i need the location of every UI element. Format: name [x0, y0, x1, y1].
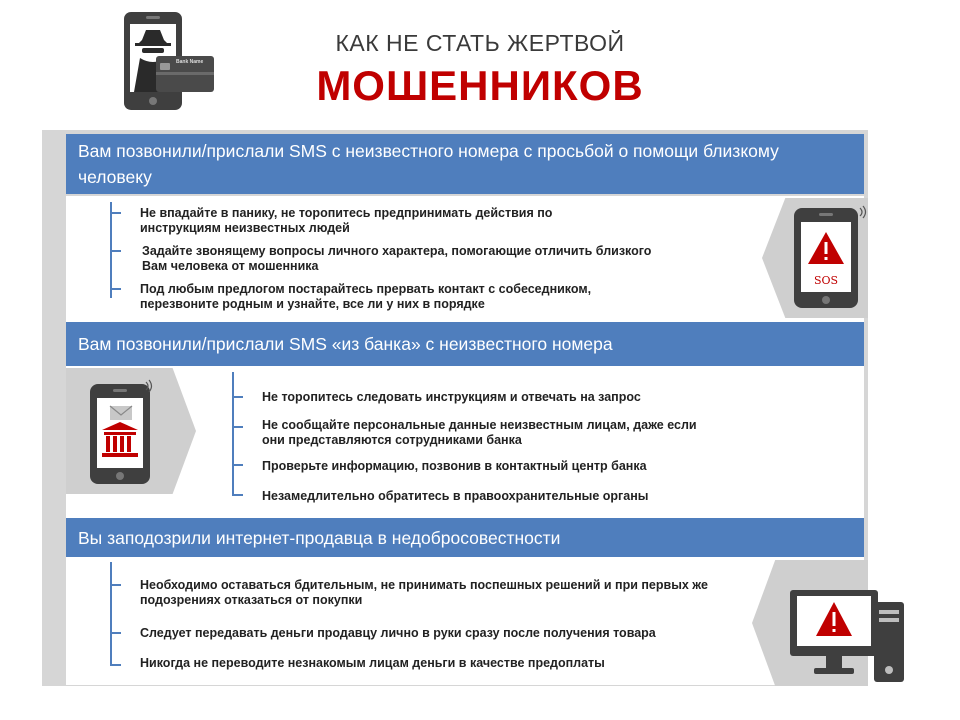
sos-phone-icon [790, 204, 870, 312]
section-1-item: Под любым предлогом постарайтесь прервать контакт с собеседником, перезвоните родным и узнайте, все ли у них в порядке [140, 282, 592, 311]
section-2-tick [234, 396, 243, 398]
section-3-item: Необходимо оставаться бдительным, не принимать поспешных решений и при первых же подозрениях отказаться от покупки [140, 578, 708, 607]
section-1-item: Задайте звонящему вопросы личного характера, помогающие отличить близкого Вам человека от мошенника [142, 244, 652, 273]
section-3-bracket [110, 562, 112, 666]
section-2-item: Проверьте информацию, позвонив в контактный центр банка [262, 459, 647, 473]
computer-warning-icon [788, 584, 908, 688]
section-1-item: Не впадайте в панику, не торопитесь предпринимать действия по инструкциям неизвестных людей [140, 206, 553, 235]
card-bank-label: Bank Name [176, 59, 204, 65]
section-2-title: Вам позвонили/прислали SMS «из банка» с неизвестного номера [78, 334, 613, 354]
section-1-tick [112, 212, 121, 214]
page-title: МОШЕННИКОВ [316, 62, 644, 109]
section-3-header [66, 518, 864, 557]
section-1-header [66, 134, 864, 194]
section-2-item: Не торопитесь следовать инструкциям и отвечать на запрос [262, 390, 641, 404]
section-3-tick [112, 664, 121, 666]
section-3-item: Никогда не переводите незнакомым лицам деньги в качестве предоплаты [140, 656, 605, 670]
section-3-tick [112, 584, 121, 586]
section-3-item: Следует передавать деньги продавцу лично в руки сразу после получения товара [140, 626, 656, 640]
hacker-phone-icon [118, 10, 218, 112]
section-2-item: Не сообщайте персональные данные неизвестным лицам, даже если они представляются сотрудниками банка [262, 418, 697, 447]
section-1-title: Вам позвонили/прислали SMS с неизвестного номера с просьбой о помощи близкому человеку [78, 141, 779, 187]
section-2-tick [234, 464, 243, 466]
page-subtitle: КАК НЕ СТАТЬ ЖЕРТВОЙ [335, 30, 625, 56]
section-3-tick [112, 632, 121, 634]
section-2-header [66, 322, 864, 366]
bank-sms-phone-icon [86, 378, 166, 486]
section-2-tick [234, 494, 243, 496]
section-2-bracket [232, 372, 234, 496]
section-2-item: Незамедлительно обратитесь в правоохранительные органы [262, 489, 649, 503]
section-3-title: Вы заподозрили интернет-продавца в недобросовестности [78, 527, 561, 548]
section-2-tick [234, 426, 243, 428]
sos-label: SOS [813, 274, 839, 287]
section-1-tick [112, 250, 121, 252]
section-1-tick [112, 288, 121, 290]
